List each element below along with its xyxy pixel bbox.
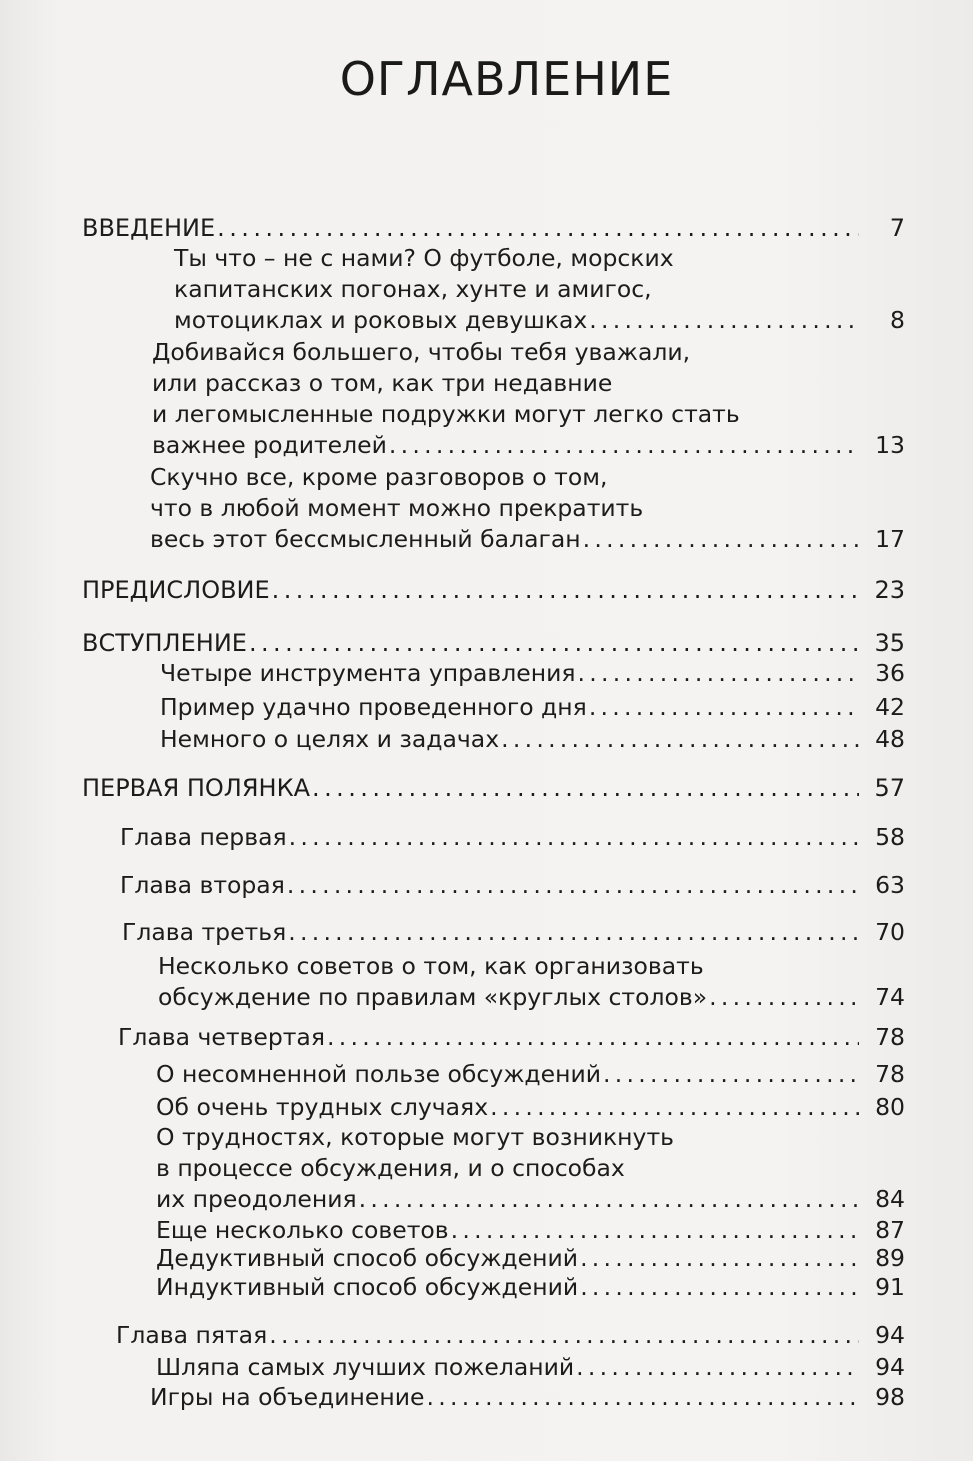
toc-entry [0, 773, 973, 804]
page-number: 35 [874, 629, 905, 657]
toc-entry-line: Несколько советов о том, как организовать [158, 952, 704, 980]
page-number: 78 [875, 1023, 905, 1051]
toc-entry [0, 1243, 973, 1274]
page-number: 42 [875, 693, 905, 721]
toc-entry [0, 1059, 973, 1090]
dot-leader [287, 870, 859, 901]
toc-entry-line: Шляпа самых лучших пожеланий [156, 1353, 575, 1381]
toc-entry [0, 337, 973, 461]
dot-leader [580, 1243, 859, 1274]
dot-leader [249, 628, 859, 659]
toc-entry-line: Глава первая [120, 823, 287, 851]
dot-leader [389, 430, 859, 461]
toc-entry [0, 1122, 973, 1215]
toc-entry-line: капитанских погонах, хунте и амигос, [174, 275, 652, 303]
toc-entry-line: Ты что – не с нами? О футболе, морских [174, 244, 674, 272]
toc-entry-line: Пример удачно проведенного дня [160, 693, 587, 721]
toc-entry [0, 243, 973, 336]
page-number: 58 [875, 823, 905, 851]
toc-entry-line: Игры на объединение [150, 1383, 425, 1411]
toc-entry-line: Добивайся большего, чтобы тебя уважали, [152, 338, 691, 366]
toc-entry-line: Скучно все, кроме разговоров о том, [150, 463, 608, 491]
toc-entry [0, 870, 973, 901]
toc-entry-line: весь этот бессмысленный балаган [150, 525, 581, 553]
page-number: 7 [889, 214, 905, 242]
toc-entry-line: ПРЕДИСЛОВИЕ [82, 576, 270, 604]
dot-leader [709, 982, 859, 1013]
dot-leader [312, 773, 859, 804]
toc-entry-line: О несомненной пользе обсуждений [156, 1060, 602, 1088]
toc-entry [0, 1092, 973, 1123]
toc-entry [0, 1320, 973, 1351]
toc-entry-line: ВВЕДЕНИЕ [82, 214, 216, 242]
page-title: ОГЛАВЛЕНИЕ [339, 52, 674, 106]
toc-entry [0, 462, 973, 555]
toc-entry [0, 1382, 973, 1413]
toc-entry [0, 951, 973, 1013]
dot-leader [327, 1022, 859, 1053]
toc-entry-line: Об очень трудных случаях [156, 1093, 489, 1121]
toc-entry-line: обсуждение по правилам «круглых столов» [158, 983, 708, 1011]
page-number: 74 [875, 983, 905, 1011]
toc-entry-line: Четыре инструмента управления [160, 659, 576, 687]
toc-entry [0, 692, 973, 723]
page-number: 8 [890, 306, 905, 334]
page-number: 89 [875, 1244, 905, 1272]
toc-entry [0, 724, 973, 755]
dot-leader [359, 1184, 859, 1215]
toc-entry [0, 1215, 973, 1246]
dot-leader [580, 1272, 859, 1303]
page-number: 84 [875, 1185, 905, 1213]
page-number: 63 [875, 871, 905, 899]
toc-entry [0, 822, 973, 853]
dot-leader [289, 822, 859, 853]
toc-entry-line: Глава третья [122, 918, 287, 946]
dot-leader [451, 1215, 859, 1246]
dot-leader [589, 305, 859, 336]
dot-leader [589, 692, 859, 723]
page-number: 91 [875, 1273, 905, 1301]
page-number: 17 [875, 525, 905, 553]
dot-leader [501, 724, 859, 755]
toc-entry [0, 917, 973, 948]
toc-entry [0, 628, 973, 659]
dot-leader [269, 1320, 859, 1351]
toc-entry-line: что в любой момент можно прекратить [150, 494, 644, 522]
page-number: 78 [875, 1060, 905, 1088]
page-number: 48 [875, 725, 905, 753]
toc-entry-line: Еще несколько советов [156, 1216, 449, 1244]
page-number: 94 [875, 1321, 905, 1349]
toc-entry-line: важнее родителей [152, 431, 387, 459]
dot-leader [217, 213, 859, 244]
page-number: 23 [874, 576, 905, 604]
page-number: 94 [875, 1353, 905, 1381]
page-number: 70 [875, 918, 905, 946]
dot-leader [426, 1382, 859, 1413]
page-number: 36 [875, 659, 905, 687]
toc-entry-line: ПЕРВАЯ ПОЛЯНКА [82, 774, 311, 802]
page-number: 57 [874, 774, 905, 802]
toc-entry-line: Немного о целях и задачах [160, 725, 500, 753]
toc-entry-line: Глава пятая [116, 1321, 268, 1349]
toc-entry [0, 1022, 973, 1053]
toc-entry-line: Глава четвертая [118, 1023, 325, 1051]
page-number: 87 [875, 1216, 905, 1244]
toc-entry-line: в процессе обсуждения, и о способах [156, 1154, 625, 1182]
toc-entry-line: О трудностях, которые могут возникнуть [156, 1123, 674, 1151]
toc-entry [0, 658, 973, 689]
toc-entry-line: ВСТУПЛЕНИЕ [82, 629, 247, 657]
page-number: 13 [875, 431, 905, 459]
toc-entry-line: или рассказ о том, как три недавние [152, 369, 613, 397]
toc-entry-line: Дедуктивный способ обсуждений [156, 1244, 579, 1272]
dot-leader [288, 917, 859, 948]
page-number: 80 [875, 1093, 905, 1121]
page-number: 98 [875, 1383, 905, 1411]
toc-entry [0, 213, 973, 244]
toc-entry-line: их преодоления [156, 1185, 357, 1213]
toc-entry-line: Глава вторая [120, 871, 285, 899]
toc-entry-line: Индуктивный способ обсуждений [156, 1273, 579, 1301]
dot-leader [272, 575, 859, 606]
toc-entry [0, 575, 973, 606]
dot-leader [583, 524, 859, 555]
dot-leader [490, 1092, 859, 1123]
dot-leader [603, 1059, 859, 1090]
toc-entry-line: мотоциклах и роковых девушках [174, 306, 588, 334]
dot-leader [576, 1352, 859, 1383]
dot-leader [578, 658, 859, 689]
toc-entry [0, 1272, 973, 1303]
toc-entry [0, 1352, 973, 1383]
toc-entry-line: и легомысленные подружки могут легко стать [152, 400, 740, 428]
